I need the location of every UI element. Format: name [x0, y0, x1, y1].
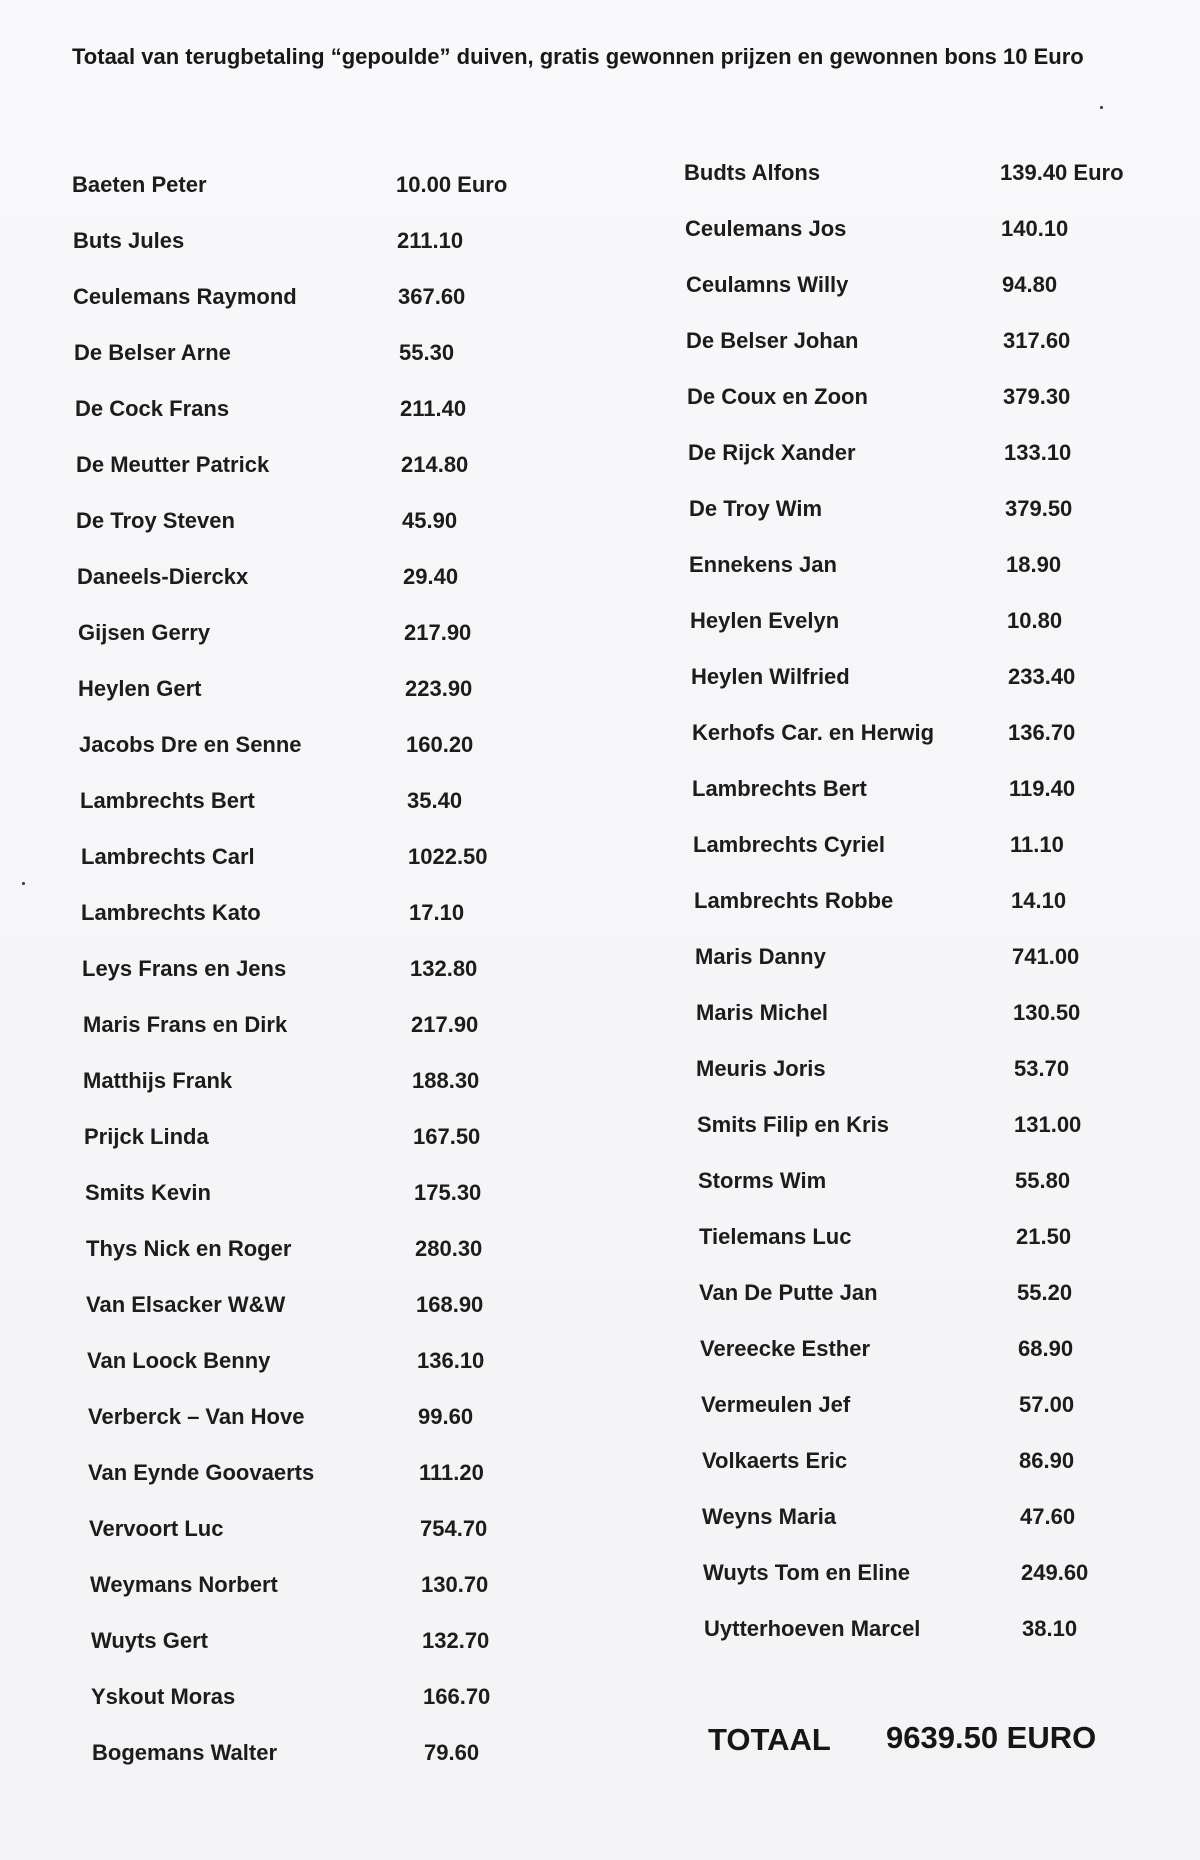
payout-amount: 136.70	[1008, 720, 1076, 745]
payout-amount: 280.30	[415, 1236, 483, 1261]
participant-name: Heylen Wilfried	[691, 664, 850, 689]
payout-amount: 38.10	[1022, 1616, 1078, 1641]
participant-name: De Belser Arne	[74, 340, 231, 365]
payout-amount: 379.50	[1005, 496, 1073, 521]
payout-amount: 223.90	[405, 676, 473, 701]
participant-name: Volkaerts Eric	[702, 1448, 848, 1473]
participant-name: Heylen Evelyn	[690, 608, 840, 633]
payout-amount: 45.90	[402, 508, 458, 533]
participant-name: De Rijck Xander	[688, 440, 856, 465]
participant-name: Ennekens Jan	[689, 552, 837, 577]
payout-amount: 168.90	[416, 1292, 484, 1317]
participant-name: Lambrechts Cyriel	[693, 832, 885, 857]
payout-amount: 217.90	[404, 620, 472, 645]
participant-name: Smits Kevin	[85, 1180, 211, 1205]
payout-amount: 111.20	[419, 1460, 484, 1485]
participant-name: Maris Michel	[696, 1000, 829, 1025]
payout-amount: 317.60	[1003, 328, 1071, 353]
participant-name: De Troy Wim	[689, 496, 823, 521]
participant-name: Matthijs Frank	[83, 1068, 233, 1093]
payout-amount: 35.40	[407, 788, 463, 813]
payout-amount: 211.10	[397, 228, 464, 253]
participant-name: Buts Jules	[73, 228, 185, 253]
payout-amount: 94.80	[1002, 272, 1058, 297]
participant-name: Jacobs Dre en Senne	[79, 732, 302, 757]
participant-name: Vermeulen Jef	[701, 1392, 851, 1417]
participant-name: Kerhofs Car. en Herwig	[692, 720, 935, 745]
participant-name: Wuyts Tom en Eline	[703, 1560, 910, 1585]
payout-amount: 754.70	[420, 1516, 488, 1541]
total-label: TOTAAL	[708, 1722, 831, 1757]
payout-amount: 68.90	[1018, 1336, 1074, 1361]
participant-name: Thys Nick en Roger	[86, 1236, 292, 1261]
participant-name: Meuris Joris	[696, 1056, 826, 1081]
payout-amount: 132.80	[410, 956, 478, 981]
payout-amount: 211.40	[400, 396, 467, 421]
payout-amount: 57.00	[1019, 1392, 1075, 1417]
participant-name: Tielemans Luc	[699, 1224, 852, 1249]
participant-name: Maris Frans en Dirk	[83, 1012, 288, 1037]
participant-name: Maris Danny	[695, 944, 826, 969]
payout-amount: 11.10	[1010, 832, 1064, 857]
participant-name: Wuyts Gert	[91, 1628, 208, 1653]
payout-amount: 55.80	[1015, 1168, 1071, 1193]
participant-name: Van Eynde Goovaerts	[88, 1460, 315, 1485]
participant-name: Uytterhoeven Marcel	[704, 1616, 921, 1641]
participant-name: Lambrechts Bert	[80, 788, 255, 813]
participant-name: Lambrechts Kato	[81, 900, 261, 925]
payout-amount: 741.00	[1012, 944, 1080, 969]
payout-amount: 18.90	[1006, 552, 1062, 577]
payout-amount: 79.60	[424, 1740, 480, 1765]
payout-amount: 10.80	[1007, 608, 1063, 633]
participant-name: Heylen Gert	[78, 676, 202, 701]
payout-amount: 55.20	[1017, 1280, 1073, 1305]
payout-amount: 167.50	[413, 1124, 481, 1149]
participant-name: Gijsen Gerry	[78, 620, 211, 645]
payout-amount: 130.50	[1013, 1000, 1081, 1025]
participant-name: De Belser Johan	[686, 328, 859, 353]
payout-amount: 1022.50	[408, 844, 488, 869]
participant-name: De Coux en Zoon	[687, 384, 868, 409]
payout-amount: 140.10	[1001, 216, 1069, 241]
payout-amount: 217.90	[411, 1012, 479, 1037]
payout-amount: 86.90	[1019, 1448, 1075, 1473]
payout-amount: 379.30	[1003, 384, 1071, 409]
payout-amount: 136.10	[417, 1348, 485, 1373]
document-title: Totaal van terugbetaling “gepoulde” duiven, gratis gewonnen prijzen en gewonnen bons 10 Euro	[72, 44, 1084, 69]
payout-amount: 132.70	[422, 1628, 490, 1653]
participant-name: De Meutter Patrick	[76, 452, 270, 477]
participant-name: Budts Alfons	[684, 160, 821, 185]
participant-name: Van Elsacker W&W	[86, 1292, 286, 1317]
payout-amount: 139.40 Euro	[1000, 160, 1124, 185]
payout-amount: 130.70	[421, 1572, 489, 1597]
participant-name: Weyns Maria	[702, 1504, 837, 1529]
payout-amount: 367.60	[398, 284, 466, 309]
participant-name: Van Loock Benny	[87, 1348, 271, 1373]
payout-amount: 131.00	[1014, 1112, 1082, 1137]
participant-name: Smits Filip en Kris	[697, 1112, 889, 1137]
participant-name: Storms Wim	[698, 1168, 827, 1193]
participant-name: Ceulemans Jos	[685, 216, 847, 241]
participant-name: De Cock Frans	[75, 396, 230, 421]
payout-amount: 14.10	[1011, 888, 1067, 913]
participant-name: Verberck – Van Hove	[88, 1404, 305, 1429]
payout-amount: 47.60	[1020, 1504, 1076, 1529]
participant-name: Baeten Peter	[72, 172, 207, 197]
payout-amount: 175.30	[414, 1180, 482, 1205]
participant-name: Van De Putte Jan	[699, 1280, 878, 1305]
participant-name: Vereecke Esther	[700, 1336, 871, 1361]
payout-amount: 21.50	[1016, 1224, 1072, 1249]
participant-name: De Troy Steven	[76, 508, 235, 533]
payout-amount: 55.30	[399, 340, 455, 365]
participant-name: Weymans Norbert	[90, 1572, 278, 1597]
total-value: 9639.50 EURO	[886, 1720, 1097, 1755]
participant-name: Leys Frans en Jens	[82, 956, 287, 981]
payout-amount: 214.80	[401, 452, 469, 477]
payout-amount: 53.70	[1014, 1056, 1070, 1081]
participant-name: Ceulemans Raymond	[73, 284, 297, 309]
participant-name: Daneels-Dierckx	[77, 564, 249, 589]
participant-name: Ceulamns Willy	[686, 272, 849, 297]
payout-amount: 249.60	[1021, 1560, 1089, 1585]
payout-amount: 29.40	[403, 564, 459, 589]
payout-amount: 133.10	[1004, 440, 1072, 465]
payout-amount: 119.40	[1009, 776, 1076, 801]
payout-amount: 188.30	[412, 1068, 480, 1093]
participant-name: Vervoort Luc	[89, 1516, 224, 1541]
ink-speck	[1100, 106, 1103, 109]
participant-name: Yskout Moras	[91, 1684, 236, 1709]
payout-amount: 17.10	[409, 900, 465, 925]
participant-name: Bogemans Walter	[92, 1740, 278, 1765]
participant-name: Lambrechts Robbe	[694, 888, 894, 913]
payout-amount: 99.60	[418, 1404, 474, 1429]
payout-amount: 166.70	[423, 1684, 491, 1709]
payout-amount: 160.20	[406, 732, 474, 757]
participant-name: Prijck Linda	[84, 1124, 209, 1149]
payout-amount: 233.40	[1008, 664, 1076, 689]
participant-name: Lambrechts Bert	[692, 776, 867, 801]
ink-speck	[22, 882, 25, 885]
payout-amount: 10.00 Euro	[396, 172, 508, 197]
participant-name: Lambrechts Carl	[81, 844, 255, 869]
